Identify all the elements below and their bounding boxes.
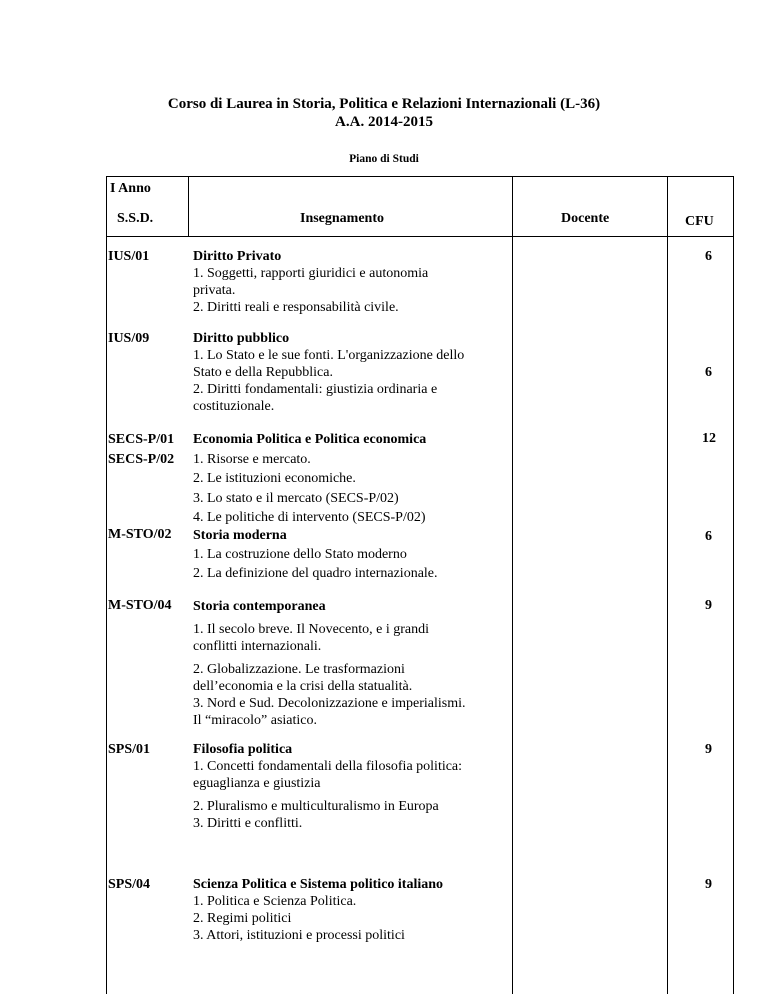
- course-topic: 1. Soggetti, rapporti giuridici e autonomia: [193, 266, 429, 281]
- row-cfu: 12: [702, 431, 716, 446]
- row-cfu: 6: [705, 529, 712, 544]
- course-title: Scienza Politica e Sistema politico italiano: [193, 877, 444, 892]
- column-divider-ssd: [188, 176, 189, 236]
- course-title: Filosofia politica: [193, 742, 293, 757]
- course-topic: 4. Le politiche di intervento (SECS-P/02): [193, 510, 426, 525]
- row-ssd: IUS/09: [108, 331, 150, 346]
- page-subtitle: Piano di Studi: [349, 153, 419, 165]
- course-topic: 3. Lo stato e il mercato (SECS-P/02): [193, 490, 399, 506]
- course-topic: 1. Il secolo breve. Il Novecento, e i grandi: [193, 622, 429, 637]
- course-title: Diritto Privato: [193, 249, 282, 264]
- course-topic: 3. Nord e Sud. Decolonizzazione e imperialismi.: [193, 696, 466, 711]
- course-topic: Il “miracolo” asiatico.: [193, 713, 317, 728]
- year-label: I Anno: [110, 181, 151, 196]
- course-topic: 1. Politica e Scienza Politica.: [193, 894, 357, 909]
- table-right-border: [733, 176, 734, 994]
- course-topic: 3. Diritti e conflitti.: [193, 816, 303, 831]
- row-course: [193, 248, 428, 316]
- course-title: Economia Politica e Politica economica: [193, 432, 427, 447]
- course-title: Storia contemporanea: [193, 599, 326, 614]
- table-left-border: [106, 176, 107, 994]
- course-topic: Stato e della Repubblica.: [193, 365, 333, 380]
- row-cfu: 9: [705, 742, 712, 757]
- row-course: [193, 330, 464, 415]
- ssd-code: SECS-P/01: [108, 432, 175, 447]
- row-ssd: M-STO/04: [108, 598, 172, 613]
- course-topic: 2. Diritti fondamentali: giustizia ordinaria e: [193, 382, 438, 397]
- column-header-course: Insegnamento: [300, 211, 385, 226]
- column-header-cfu: CFU: [685, 214, 714, 229]
- row-course: [193, 876, 443, 944]
- course-topic: 2. Regimi politici: [193, 911, 292, 926]
- course-topic: conflitti internazionali.: [193, 639, 322, 654]
- course-title: Diritto pubblico: [193, 331, 290, 346]
- course-title: Storia moderna: [193, 528, 287, 543]
- course-topic: privata.: [193, 283, 236, 298]
- course-topic: 1. Concetti fondamentali della filosofia politica:: [193, 759, 463, 774]
- course-topic: 2. Diritti reali e responsabilità civile.: [193, 300, 399, 315]
- course-topic: 2. Globalizzazione. Le trasformazioni: [193, 662, 405, 677]
- row-ssd: SPS/01: [108, 742, 151, 757]
- course-topic: 2. La definizione del quadro internazionale.: [193, 566, 438, 581]
- row-ssd: [108, 430, 174, 470]
- table-top-border: [106, 176, 734, 177]
- document-title: Corso di Laurea in Storia, Politica e Relazioni Internazionali (L-36): [167, 96, 601, 112]
- course-topic: 2. Pluralismo e multiculturalismo in Europa: [193, 799, 439, 814]
- ssd-code: SECS-P/02: [108, 452, 175, 467]
- course-topic: costituzionale.: [193, 399, 275, 414]
- course-topic: eguaglianza e giustizia: [193, 776, 321, 791]
- course-topic: 2. Le istituzioni economiche.: [193, 471, 356, 486]
- course-topic: 1. Lo Stato e le sue fonti. L'organizzazione dello: [193, 348, 465, 363]
- course-topic: dell’economia e la crisi della statualità.: [193, 679, 413, 694]
- row-course: [193, 526, 438, 583]
- row-cfu: 6: [705, 249, 712, 264]
- row-ssd: IUS/01: [108, 249, 150, 264]
- course-topic: 1. Risorse e mercato.: [193, 451, 311, 467]
- row-ssd: M-STO/02: [108, 527, 172, 542]
- course-topic: 3. Attori, istituzioni e processi politici: [193, 928, 405, 943]
- column-divider-course: [512, 176, 513, 994]
- row-cfu: 9: [705, 598, 712, 613]
- row-cfu: 6: [705, 365, 712, 380]
- column-header-ssd: S.S.D.: [117, 211, 154, 226]
- row-cfu: 9: [705, 877, 712, 892]
- row-ssd: SPS/04: [108, 877, 151, 892]
- academic-year: A.A. 2014-2015: [335, 114, 433, 130]
- column-divider-teacher: [667, 176, 668, 994]
- row-course: [193, 430, 426, 528]
- row-course: [193, 741, 462, 832]
- column-header-teacher: Docente: [561, 211, 610, 226]
- row-course: [193, 598, 466, 729]
- header-row-border: [106, 236, 734, 237]
- course-topic: 1. La costruzione dello Stato moderno: [193, 547, 407, 562]
